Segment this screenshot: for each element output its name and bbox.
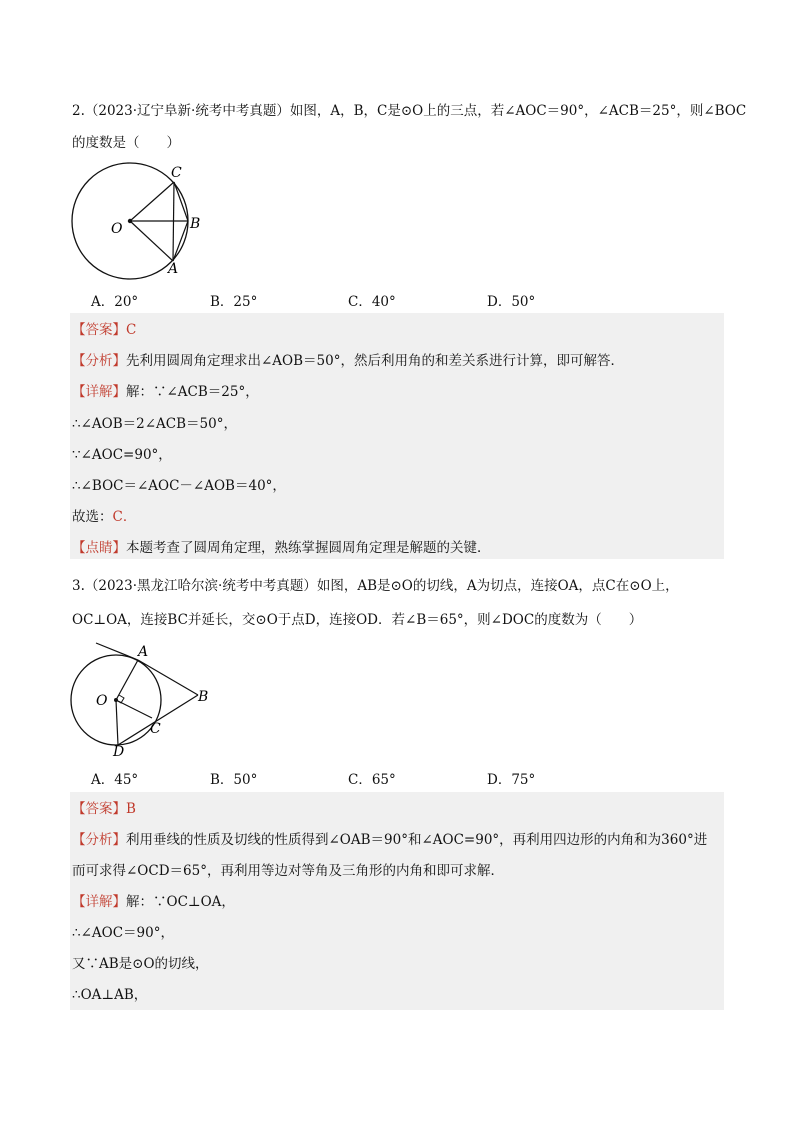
q2-circle-figure: [60, 158, 210, 282]
q3-stem-line2: OC⊥OA，连接BC并延长，交⊙O于点D，连接OD．若∠B＝65°，则∠DOC的度数为（ ）: [72, 612, 643, 628]
q3-answer-tag: 【答案】: [72, 801, 126, 817]
q3-analysis: [72, 830, 707, 850]
q2-detail-line3: ∵∠AOC=90°，: [72, 447, 172, 463]
q2-detail-line1: [72, 382, 259, 402]
q3-analysis-line2: 而可求得∠OCD＝65°，再利用等边对等角及三角形的内角和即可求解．: [72, 863, 504, 879]
q3-answer: [72, 799, 136, 819]
q2-comment-text: 本题考查了圆周角定理，熟练掌握圆周角定理是解题的关键．: [126, 540, 491, 556]
q2-option-a: A．20°: [91, 294, 139, 310]
q3-detail-line3: 又∵AB是⊙O的切线，: [72, 956, 209, 972]
q2-analysis-tag: 【分析】: [72, 353, 126, 369]
q2-comment-tag: 【点睛】: [72, 540, 126, 556]
q3-tangent-figure: [60, 638, 220, 760]
q3-label-b: B: [198, 689, 209, 705]
q3-label-d: D: [113, 744, 125, 760]
q3-label-c: C: [150, 721, 161, 737]
q2-choose-value: C．: [112, 509, 137, 525]
q2-detail-line4: ∴∠BOC＝∠AOC－∠AOB＝40°，: [72, 478, 286, 494]
q2-detail-line2: ∴∠AOB＝2∠ACB＝50°，: [72, 416, 237, 432]
q3-detail-line4: ∴OA⊥AB，: [72, 987, 148, 1003]
q2-label-c: C: [171, 165, 182, 181]
q2-solution-block: [70, 313, 724, 559]
q3-detail-line1: [72, 892, 235, 912]
q2-stem-line1: 2.（2023·辽宁阜新·统考中考真题）如图，A，B，C是⊙O上的三点，若∠AOC＝90°，∠ACB＝25°，则∠BOC: [72, 103, 747, 119]
q3-option-b: B．50°: [210, 772, 258, 788]
q3-option-c: C．65°: [348, 772, 396, 788]
q2-option-d: D．50°: [487, 294, 536, 310]
q3-label-a: A: [138, 644, 149, 660]
q2-answer: [72, 320, 136, 340]
q2-detail-tag: 【详解】: [72, 384, 126, 400]
q2-detail-text1: 解：∵∠ACB＝25°，: [126, 384, 259, 400]
q3-analysis-text1: 利用垂线的性质及切线的性质得到∠OAB＝90°和∠AOC=90°，再利用四边形的内角和为360°进: [126, 832, 708, 848]
q2-analysis-text: 先利用圆周角定理求出∠AOB＝50°，然后利用角的和差关系进行计算，即可解答．: [126, 353, 624, 369]
q2-option-c: C．40°: [348, 294, 396, 310]
q3-detail-tag: 【详解】: [72, 894, 126, 910]
q2-option-b: B．25°: [210, 294, 258, 310]
q3-detail-text1: 解：∵OC⊥OA，: [126, 894, 235, 910]
q2-stem-line2: 的度数是（ ）: [72, 135, 180, 151]
q3-stem-line1: 3.（2023·黑龙江哈尔滨·统考中考真题）如图，AB是⊙O的切线，A为切点，连接OA，点C在⊙O上，: [72, 578, 679, 594]
q2-label-a: A: [168, 261, 179, 277]
q2-label-o: O: [111, 221, 123, 237]
q3-answer-value: B: [126, 801, 136, 817]
q2-analysis: [72, 351, 624, 371]
q3-detail-line2: ∴∠AOC＝90°，: [72, 925, 174, 941]
q3-label-o: O: [96, 693, 108, 709]
q2-label-b: B: [190, 216, 201, 232]
q3-option-a: A．45°: [91, 772, 139, 788]
q2-answer-value: C: [126, 322, 137, 338]
q2-answer-tag: 【答案】: [72, 322, 126, 338]
q2-choose-prefix: 故选：: [72, 509, 113, 525]
q3-analysis-tag: 【分析】: [72, 832, 126, 848]
q2-comment: [72, 538, 491, 558]
q3-option-d: D．75°: [487, 772, 536, 788]
q2-choose: [72, 507, 136, 527]
